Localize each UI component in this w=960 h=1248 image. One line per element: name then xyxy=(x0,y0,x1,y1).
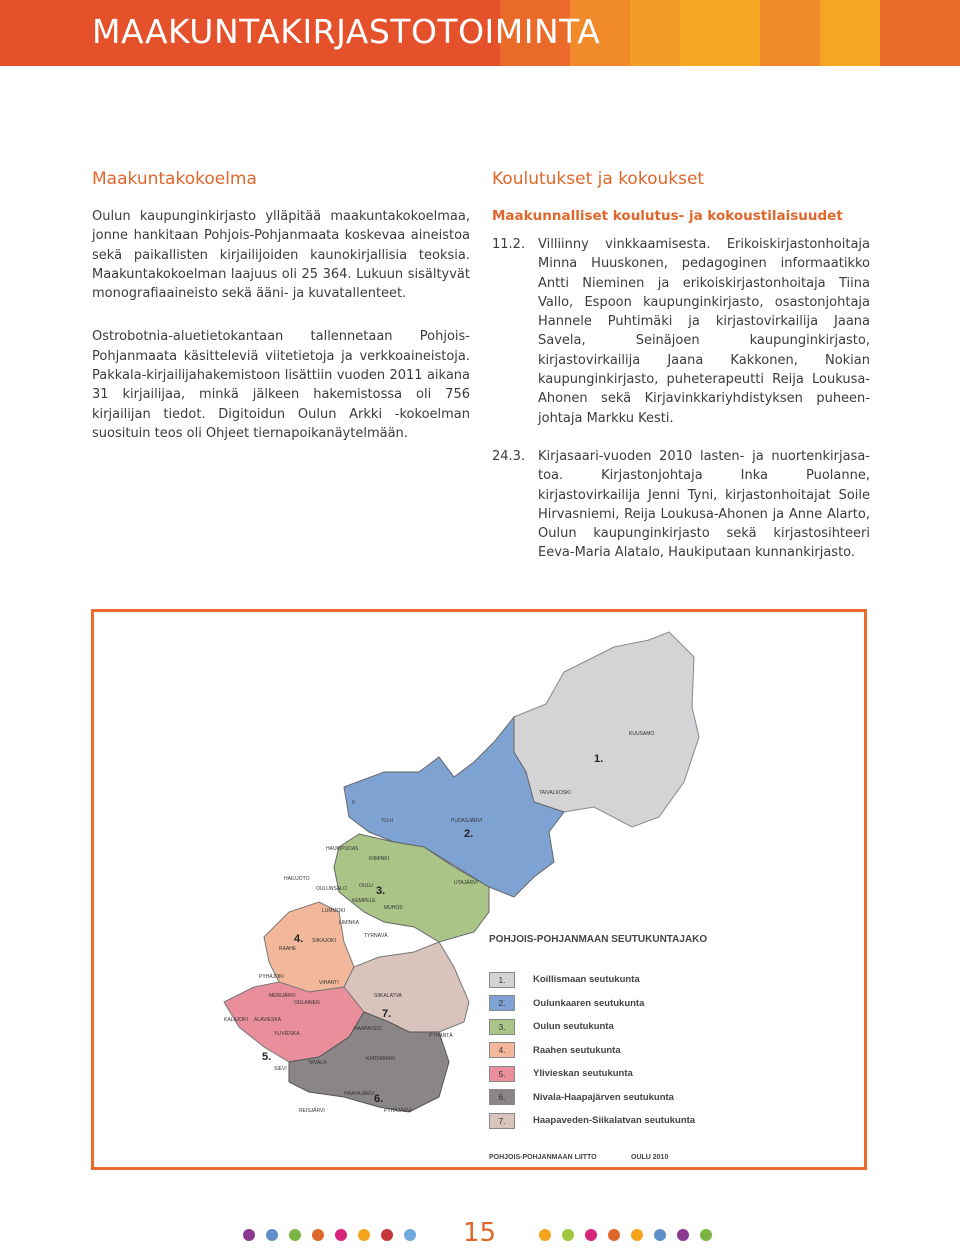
legend-label: Haapaveden-Siikalatvan seutukunta xyxy=(533,1115,696,1127)
map-place: HAAPAVESI xyxy=(354,1026,382,1032)
page-number: 15 xyxy=(463,1218,497,1248)
decor-dot xyxy=(266,1229,278,1241)
map-place: KÄRSÄMÄKI xyxy=(366,1056,396,1062)
page-footer xyxy=(0,1218,960,1248)
legend-label: Ylivieskan seutukunta xyxy=(533,1068,633,1080)
map-footer-right: OULU 2010 xyxy=(631,1154,669,1161)
map-number: 1. xyxy=(594,753,604,765)
map-place: SIIKALATVA xyxy=(374,993,402,999)
map-place: YLIVIESKA xyxy=(274,1031,300,1037)
map-place: LUMIJOKI xyxy=(322,908,346,914)
map-number: 7. xyxy=(382,1008,392,1020)
event-entry xyxy=(492,235,870,428)
legend-swatch: 3. xyxy=(489,1019,515,1035)
map-place: PYHÄNTÄ xyxy=(429,1033,453,1039)
left-column xyxy=(92,165,470,443)
decor-dot xyxy=(335,1229,347,1241)
paragraph: Oulun kaupunginkirjasto ylläpitää maakuntakokoelmaa, jonne hankitaan Pohjois-Pohjanmaata koskevaa aineistoa sekä paikallisten kirjailijoiden kaunokirjallisia teoksia. Maakuntakokoelman laajuus oli 25 364. Lukuun sisältyvät monografiaaineisto sekä ääni- ja kuvatallenteet. xyxy=(92,209,470,302)
map-place: MUHOS xyxy=(384,905,403,911)
map-place: YLI-II xyxy=(381,818,393,824)
map-region-1 xyxy=(514,632,699,827)
legend-item xyxy=(489,992,695,1016)
decor-dot xyxy=(381,1229,393,1241)
decor-dot xyxy=(631,1229,643,1241)
legend-item xyxy=(489,1062,695,1086)
paragraph: Ostrobotnia-aluetietokantaan tallennetaan Pohjois-Pohjanmaata käsitteleviä viitetietoja ja verkkoaineistoja. Pakkala-kirjailijahakemistoon lisättiin vuoden 2011 aikana 31 kirjailijaa, minkä jälkeen hakemistossa oli 756 kirjailijan tiedot. Digitoidun Oulun Arkki -kokoelman suosituin teos oli Ohjeet tiernapoikanäytelmään. xyxy=(92,329,470,441)
map-place: TAIVALKOSKI xyxy=(539,790,571,796)
map-number: 5. xyxy=(262,1051,272,1063)
decor-dot xyxy=(700,1229,712,1241)
decor-dot xyxy=(539,1229,551,1241)
map-place: VIHANTI xyxy=(319,980,339,986)
map-place: UTAJÄRVI xyxy=(454,880,478,886)
map-place: ALAVIESKA xyxy=(254,1017,282,1023)
legend-swatch: 1. xyxy=(489,972,515,988)
map-place: HAILUOTO xyxy=(284,876,310,882)
map-place: PUDASJÄRVI xyxy=(451,818,483,824)
legend-label: Oulun seutukunta xyxy=(533,1021,614,1033)
map-place: KALAJOKI xyxy=(224,1017,248,1023)
legend-label: Raahen seutukunta xyxy=(533,1044,621,1056)
page-header xyxy=(0,0,960,66)
map-place: MERIJÄRVI xyxy=(269,993,296,999)
region-map xyxy=(91,609,867,1170)
section-heading-maakuntakokoelma: Maakuntakokoelma xyxy=(92,169,257,189)
event-text: Kirjasaari-vuoden 2010 lasten- ja nuortenkirjasatoa. Kirjastonjohtaja Inka Puolanne, kirjastovirkailija Jenni Tyni, kirjastonhoitajat Soile Hirvasniemi, Reija Loukusa-Ahonen ja Anne Alarto, Oulun kaupunginkirjasto sekä kirjastosihteeri Eeva-Maria Alatalo, Haukiputaan kunnankirjasto. xyxy=(538,448,870,561)
decor-dot xyxy=(312,1229,324,1241)
map-place: TYRNÄVÄ xyxy=(364,933,388,939)
map-place: NIVALA xyxy=(309,1060,327,1066)
legend-item xyxy=(489,1015,695,1039)
event-entry xyxy=(492,447,870,563)
legend-label: Nivala-Haapajärven seutukunta xyxy=(533,1091,674,1103)
legend-swatch: 7. xyxy=(489,1113,515,1129)
legend-label: Koillismaan seutukunta xyxy=(533,974,640,986)
legend-item xyxy=(489,1039,695,1063)
map-place: LIMINKA xyxy=(339,920,360,926)
map-number: 2. xyxy=(464,828,474,840)
map-place: OULAINEN xyxy=(294,1000,320,1006)
map-place: KIIMINKI xyxy=(369,856,390,862)
legend-item xyxy=(489,968,695,992)
map-place: KUUSAMO xyxy=(629,731,655,737)
map-legend xyxy=(489,968,695,1133)
map-legend-title: POHJOIS-POHJANMAAN SEUTUKUNTAJAKO xyxy=(489,934,708,945)
event-date: 24.3. xyxy=(492,448,526,464)
map-place: HAAPAJÄRVI xyxy=(344,1091,375,1097)
header-stripe xyxy=(680,0,760,66)
legend-swatch: 5. xyxy=(489,1066,515,1082)
right-column xyxy=(492,165,870,563)
legend-swatch: 6. xyxy=(489,1089,515,1105)
event-text: Villiinny vinkkaamisesta. Erikoiskirjastonhoitaja Minna Huuskonen, pedagoginen informaatikko Antti Nieminen ja erikoiskirjastonhoitaja Tiina Vallo, Espoon kaupunginkirjasto, osastonjohtaja Hannele Puhtimäki ja kirjastovirkailija Jaana Savela, Seinäjoen kaupunginkirjasto, kirjastovirkailija Jaana Kakkonen, Nokian kaupunginkirjasto, puheterapeutti Reija Loukusa-Ahonen sekä Kirjavinkkariyhdistyksen puheenjohtaja Markku Kesti. xyxy=(538,237,870,426)
page-title: MAAKUNTAKIRJASTOTOIMINTA xyxy=(92,12,601,51)
section-heading-koulutukset: Koulutukset ja kokoukset xyxy=(492,169,705,189)
legend-swatch: 4. xyxy=(489,1042,515,1058)
header-stripe xyxy=(630,0,680,66)
map-place: KEMPELE xyxy=(352,898,376,904)
header-stripe xyxy=(880,0,960,66)
header-stripe xyxy=(760,0,820,66)
legend-label: Oulunkaaren seutukunta xyxy=(533,997,645,1009)
header-stripe xyxy=(820,0,880,66)
map-place: SIEVI xyxy=(274,1066,287,1072)
map-place: II xyxy=(352,800,355,806)
decor-dot xyxy=(562,1229,574,1241)
map-place: PYHÄJÄRVI xyxy=(384,1108,412,1114)
map-place: HAUKIPUDAS xyxy=(326,846,359,852)
decor-dot xyxy=(654,1229,666,1241)
map-drawing xyxy=(94,612,864,1167)
decor-dot xyxy=(358,1229,370,1241)
map-place: PYHÄJOKI xyxy=(259,974,284,980)
decor-dot xyxy=(404,1229,416,1241)
map-number: 4. xyxy=(294,933,304,945)
event-date: 11.2. xyxy=(492,237,526,252)
map-place: SIIKAJOKI xyxy=(312,938,336,944)
map-place: OULUNSALO xyxy=(316,886,347,892)
legend-item xyxy=(489,1086,695,1110)
map-number: 3. xyxy=(376,885,386,897)
subheading: Maakunnalliset koulutus- ja kokoustilaisuudet xyxy=(492,208,843,224)
decor-dot xyxy=(585,1229,597,1241)
decor-dot xyxy=(243,1229,255,1241)
legend-item xyxy=(489,1109,695,1133)
map-number: 6. xyxy=(374,1093,384,1105)
decor-dot xyxy=(677,1229,689,1241)
map-place: OULU xyxy=(359,883,373,889)
map-footer-left: POHJOIS-POHJANMAAN LIITTO xyxy=(489,1154,597,1161)
decor-dot xyxy=(608,1229,620,1241)
map-place: REISJÄRVI xyxy=(299,1108,325,1114)
legend-swatch: 2. xyxy=(489,995,515,1011)
decor-dot xyxy=(289,1229,301,1241)
map-place: RAAHE xyxy=(279,946,297,952)
